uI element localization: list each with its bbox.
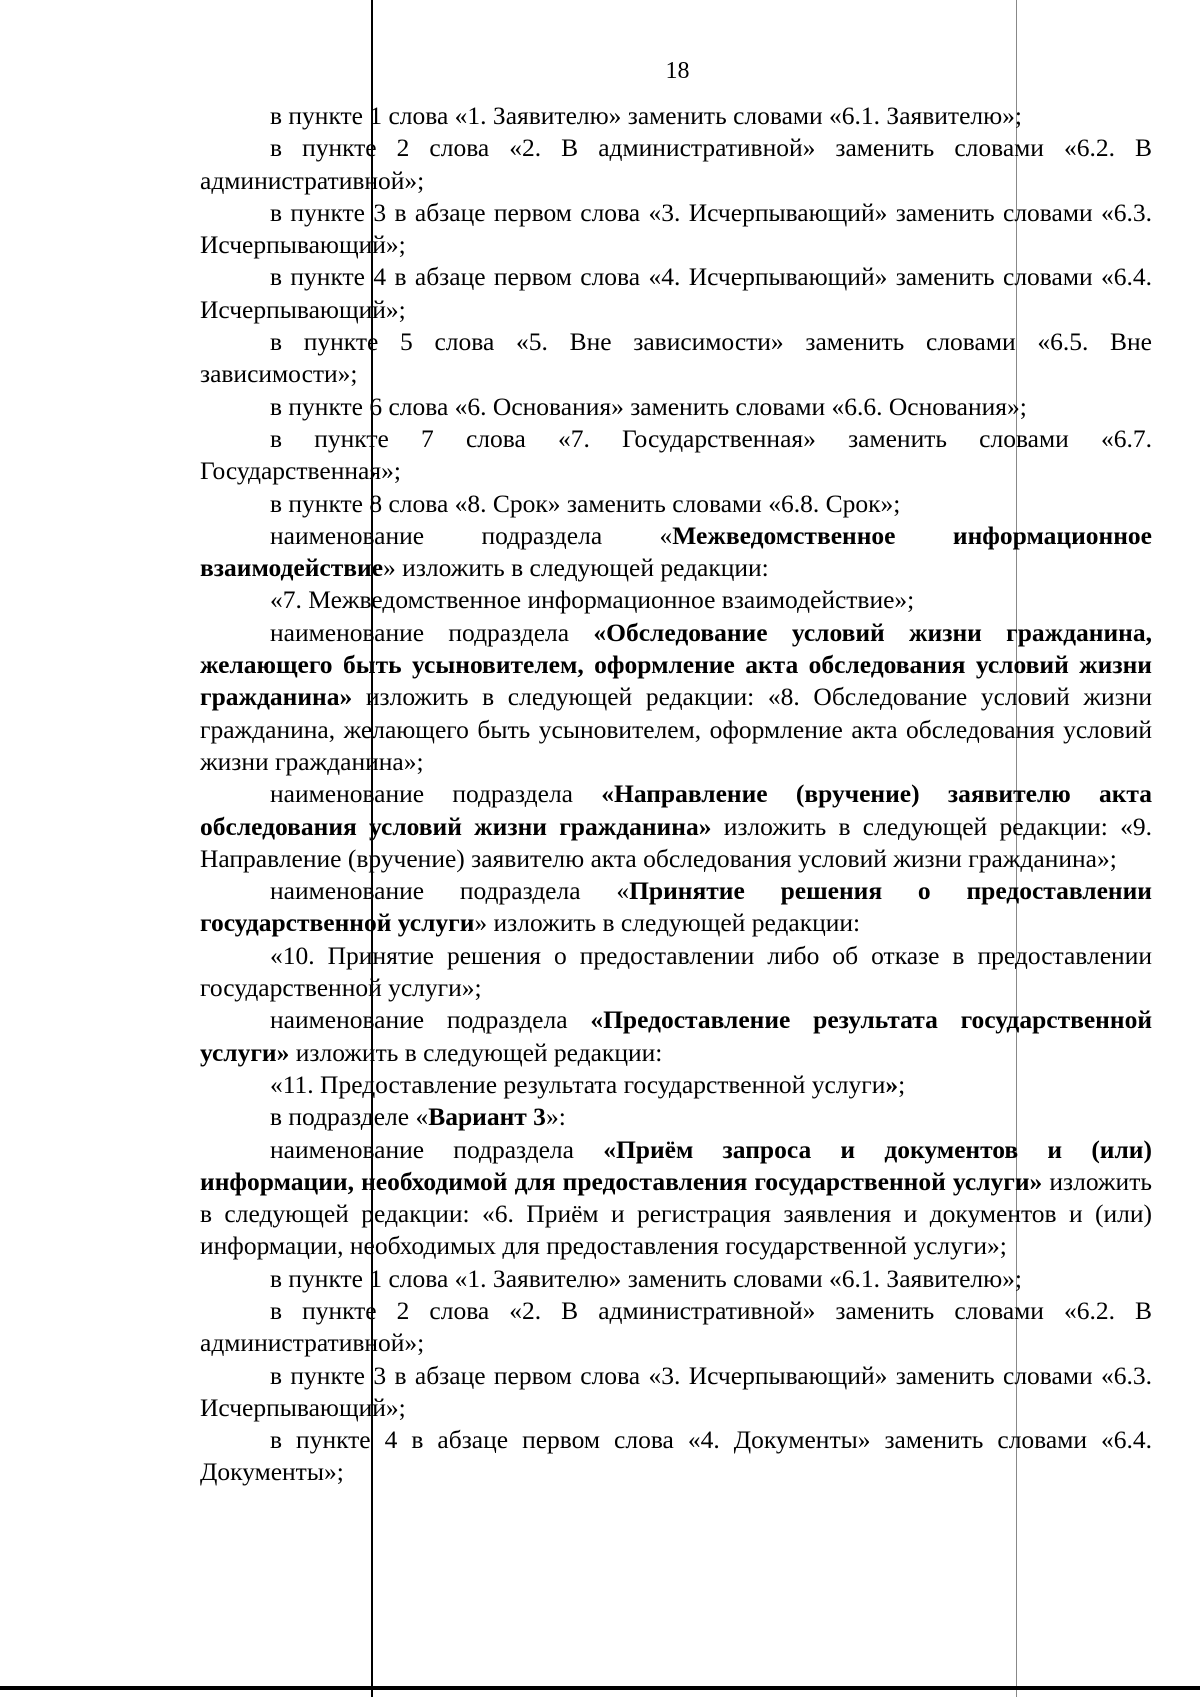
paragraph bbox=[200, 391, 1152, 423]
bold-text-segment: Принятие решения о предоставлении государственной услуги bbox=[200, 876, 1152, 938]
paragraph bbox=[200, 778, 1152, 875]
paragraph bbox=[200, 584, 1152, 616]
text-segment: в пункте 5 слова «5. Вне зависимости» заменить словами «6.5. Вне зависимости»; bbox=[200, 327, 1152, 389]
text-segment: » изложить в следующей редакции: bbox=[383, 553, 769, 583]
text-segment: »: bbox=[545, 1102, 566, 1132]
bold-text-segment: Вариант 3 bbox=[428, 1102, 546, 1132]
text-segment: наименование подраздела « bbox=[270, 520, 673, 550]
paragraph bbox=[200, 261, 1152, 326]
text-segment: изложить в следующей редакции: «6. Приём и регистрация заявления и документов и (или) информации, необходимых для предоставления государственной услуги»; bbox=[200, 1166, 1152, 1261]
text-segment: ; bbox=[898, 1069, 906, 1099]
paragraph bbox=[200, 100, 1152, 132]
paragraph bbox=[200, 940, 1152, 1005]
text-segment: в пункте 1 слова «1. Заявителю» заменить словами «6.1. Заявителю»; bbox=[270, 101, 1023, 130]
text-segment: «7. Межведомственное информационное взаимодействие»; bbox=[270, 585, 915, 615]
bold-text-segment: «Обследование условий жизни гражданина, желающего быть усыновителем, оформление акта обследования условий жизни гражданина» bbox=[200, 617, 1153, 712]
bold-text-segment: «Направление (вручение) заявителю акта обследования условий жизни гражданина» bbox=[200, 779, 1153, 841]
text-segment: в пункте 2 слова «2. В административной» заменить словами «6.2. В административной»; bbox=[200, 133, 1152, 195]
text-segment: «10. Принятие решения о предоставлении либо об отказе в предоставлении государственной услуги»; bbox=[200, 940, 1152, 1003]
text-segment: в пункте 8 слова «8. Срок» заменить словами «6.8. Срок»; bbox=[270, 488, 901, 518]
document-body bbox=[200, 100, 1152, 1489]
text-segment: в пункте 6 слова «6. Основания» заменить словами «6.6. Основания»; bbox=[270, 391, 1027, 421]
text-segment: наименование подраздела bbox=[270, 617, 594, 647]
text-segment: наименование подраздела bbox=[270, 1005, 591, 1035]
paragraph bbox=[200, 520, 1152, 585]
text-segment: изложить в следующей редакции: «9. Направление (вручение) заявителю акта обследования условий жизни гражданина»; bbox=[200, 811, 1152, 873]
paragraph bbox=[200, 132, 1152, 197]
text-segment: в пункте 3 в абзаце первом слова «3. Исчерпывающий» заменить словами «6.3. Исчерпывающий»; bbox=[200, 1360, 1152, 1422]
text-segment: «11. Предоставление результата государственной услуги bbox=[270, 1069, 886, 1099]
paragraph bbox=[200, 326, 1152, 391]
paragraph bbox=[200, 1295, 1152, 1360]
paragraph bbox=[200, 1263, 1152, 1295]
paragraph bbox=[200, 1134, 1152, 1263]
text-segment: в пункте 2 слова «2. В административной» заменить словами «6.2. В административной»; bbox=[200, 1295, 1152, 1358]
text-segment: наименование подраздела « bbox=[270, 876, 630, 906]
bold-text-segment: «Предоставление результата государственной услуги» bbox=[200, 1005, 1153, 1067]
paragraph bbox=[200, 1101, 1152, 1133]
bold-text-segment: » bbox=[885, 1069, 899, 1099]
text-segment: в пункте 3 в абзаце первом слова «3. Исчерпывающий» заменить словами «6.3. Исчерпывающий»; bbox=[200, 197, 1152, 260]
paragraph bbox=[200, 1424, 1152, 1489]
paragraph bbox=[200, 1004, 1152, 1069]
text-segment: в пункте 1 слова «1. Заявителю» заменить словами «6.1. Заявителю»; bbox=[270, 1263, 1023, 1293]
bold-text-segment: Межведомственное информационное взаимодействие bbox=[200, 520, 1152, 583]
text-segment: изложить в следующей редакции: «8. Обследование условий жизни гражданина, желающего быть усыновителем, оформление акта обследования условий жизни гражданина»; bbox=[200, 682, 1152, 776]
paragraph bbox=[200, 423, 1152, 488]
paragraph bbox=[200, 1360, 1152, 1425]
text-segment: наименование подраздела bbox=[270, 1134, 604, 1164]
paragraph bbox=[200, 617, 1152, 778]
text-segment: наименование подраздела bbox=[270, 779, 602, 809]
bold-text-segment: «Приём запроса и документов и (или) информации, необходимой для предоставления государственной услуги» bbox=[200, 1134, 1152, 1196]
paragraph bbox=[200, 197, 1152, 262]
scan-artifact-bottom-edge bbox=[0, 1686, 1200, 1690]
paragraph bbox=[200, 488, 1152, 520]
text-segment: в пункте 4 в абзаце первом слова «4. Исчерпывающий» заменить словами «6.4. Исчерпывающий»; bbox=[200, 262, 1152, 324]
text-segment: в пункте 4 в абзаце первом слова «4. Документы» заменить словами «6.4. Документы»; bbox=[200, 1425, 1152, 1487]
text-segment: изложить в следующей редакции: bbox=[289, 1037, 663, 1067]
text-segment: в пункте 7 слова «7. Государственная» заменить словами «6.7. Государственная»; bbox=[200, 423, 1152, 486]
paragraph bbox=[200, 1069, 1152, 1101]
text-segment: » изложить в следующей редакции: bbox=[474, 908, 861, 938]
paragraph bbox=[200, 875, 1152, 940]
page-number: 18 bbox=[665, 58, 690, 84]
text-segment: в подразделе « bbox=[270, 1102, 429, 1132]
